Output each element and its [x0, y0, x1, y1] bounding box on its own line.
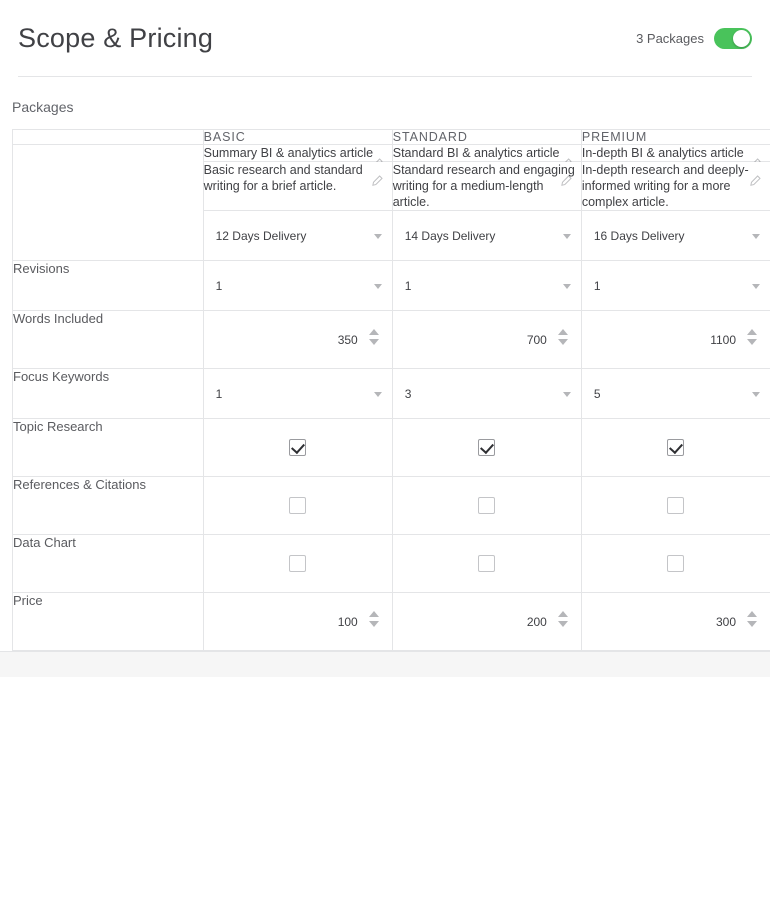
table-row — [13, 311, 770, 369]
package-description-premium[interactable] — [581, 162, 770, 211]
keywords-select-basic-control[interactable] — [204, 369, 392, 418]
price-stepper-basic-field[interactable] — [204, 593, 392, 650]
price-stepper-premium[interactable] — [581, 593, 770, 651]
page-title: Scope & Pricing — [18, 22, 214, 53]
delivery-select-basic-control[interactable] — [204, 211, 392, 260]
table-row — [13, 593, 770, 651]
references-checkbox-basic[interactable] — [289, 497, 306, 514]
pencil-icon[interactable] — [371, 175, 383, 187]
quantity-stepper[interactable] — [369, 611, 380, 627]
delivery-select-standard-value: 14 Days Delivery — [404, 228, 496, 243]
revisions-value-basic: 1 — [215, 278, 223, 293]
package-title-standard-text: Standard BI & analytics article — [392, 146, 560, 160]
keywords-value-basic: 1 — [215, 386, 223, 401]
revisions-select-standard[interactable] — [392, 261, 581, 311]
stepper-down-icon[interactable] — [747, 621, 757, 627]
data-chart-cell-premium[interactable] — [581, 535, 770, 593]
quantity-stepper[interactable] — [747, 329, 758, 345]
revisions-select-basic-control[interactable] — [204, 261, 392, 310]
checkbox-holder — [582, 419, 770, 476]
topic-research-checkbox-standard[interactable] — [478, 439, 495, 456]
checkbox-holder — [204, 477, 392, 534]
quantity-stepper[interactable] — [369, 329, 380, 345]
pencil-icon[interactable] — [560, 175, 572, 187]
checkbox-holder — [393, 419, 581, 476]
chevron-down-icon — [374, 284, 382, 289]
table-row-titles — [13, 145, 770, 162]
table-row — [13, 477, 770, 535]
delivery-select-premium-control[interactable] — [582, 211, 770, 260]
quantity-stepper[interactable] — [558, 329, 569, 345]
references-cell-premium[interactable] — [581, 477, 770, 535]
row-label-references-citations: References & Citations — [13, 477, 203, 535]
keywords-select-premium-control[interactable] — [582, 369, 770, 418]
package-title-premium[interactable] — [581, 145, 770, 162]
words-stepper-premium-field[interactable] — [582, 311, 770, 368]
package-title-premium-text: In-depth BI & analytics article — [581, 146, 744, 160]
data-chart-cell-standard[interactable] — [392, 535, 581, 593]
words-stepper-basic-field[interactable] — [204, 311, 392, 368]
column-header-basic: BASIC — [203, 130, 392, 145]
row-label-focus-keywords: Focus Keywords — [13, 369, 203, 419]
stepper-down-icon[interactable] — [558, 621, 568, 627]
delivery-select-premium[interactable] — [581, 211, 770, 261]
topic-research-cell-premium[interactable] — [581, 419, 770, 477]
table-header-row — [13, 130, 770, 145]
packages-section-label: Packages — [12, 99, 74, 115]
stepper-up-icon[interactable] — [558, 611, 568, 617]
column-header-premium: PREMIUM — [581, 130, 770, 145]
price-stepper-basic[interactable] — [203, 593, 392, 651]
checkbox-holder — [204, 535, 392, 592]
keywords-value-standard: 3 — [404, 386, 412, 401]
delivery-select-standard[interactable] — [392, 211, 581, 261]
table-row — [13, 535, 770, 593]
stepper-down-icon[interactable] — [369, 339, 379, 345]
chevron-down-icon — [752, 392, 760, 397]
stepper-down-icon[interactable] — [369, 621, 379, 627]
package-description-standard[interactable] — [392, 162, 581, 211]
table-row — [13, 419, 770, 477]
words-value-standard: 700 — [526, 332, 547, 347]
stepper-up-icon[interactable] — [369, 329, 379, 335]
revisions-value-premium: 1 — [593, 278, 601, 293]
package-description-basic-text: Basic research and standard writing for a brief article. — [203, 163, 363, 193]
words-value-basic: 350 — [337, 332, 358, 347]
price-stepper-standard-field[interactable] — [393, 593, 581, 650]
packages-count-label: 3 Packages — [636, 30, 704, 46]
row-label-data-chart: Data Chart — [13, 535, 203, 593]
revisions-select-basic[interactable] — [203, 261, 392, 311]
package-description-basic[interactable] — [203, 162, 392, 211]
package-description-premium-text: In-depth research and deeply-informed writing for a more complex article. — [581, 163, 749, 209]
row-label-words-included: Words Included — [13, 311, 203, 369]
chevron-down-icon — [752, 284, 760, 289]
row-label-revisions: Revisions — [13, 261, 203, 311]
package-title-standard[interactable] — [392, 145, 581, 162]
revisions-value-standard: 1 — [404, 278, 412, 293]
data-chart-checkbox-standard[interactable] — [478, 555, 495, 572]
package-title-basic-text: Summary BI & analytics article — [203, 146, 374, 160]
row-label-topic-research: Topic Research — [13, 419, 203, 477]
row-label-price: Price — [13, 593, 203, 651]
delivery-select-basic-value: 12 Days Delivery — [215, 228, 307, 243]
stepper-up-icon[interactable] — [747, 329, 757, 335]
chevron-down-icon — [374, 234, 382, 239]
data-chart-cell-basic[interactable] — [203, 535, 392, 593]
revisions-select-standard-control[interactable] — [393, 261, 581, 310]
package-description-standard-text: Standard research and engaging writing for a medium-length article. — [392, 163, 575, 209]
table-row — [13, 369, 770, 419]
checkbox-holder — [393, 477, 581, 534]
topic-research-cell-standard[interactable] — [392, 419, 581, 477]
references-checkbox-standard[interactable] — [478, 497, 495, 514]
stepper-up-icon[interactable] — [369, 611, 379, 617]
keywords-select-standard[interactable] — [392, 369, 581, 419]
checkbox-holder — [204, 419, 392, 476]
delivery-select-premium-value: 16 Days Delivery — [593, 228, 685, 243]
packages-table — [13, 130, 770, 651]
header-right-controls — [636, 28, 752, 49]
references-cell-basic[interactable] — [203, 477, 392, 535]
page-header — [0, 0, 770, 76]
keywords-select-basic[interactable] — [203, 369, 392, 419]
toggle-knob — [733, 30, 750, 47]
words-stepper-standard-field[interactable] — [393, 311, 581, 368]
revisions-select-premium-control[interactable] — [582, 261, 770, 310]
topic-research-checkbox-basic[interactable] — [289, 439, 306, 456]
references-cell-standard[interactable] — [392, 477, 581, 535]
data-chart-checkbox-premium[interactable] — [667, 555, 684, 572]
words-stepper-basic[interactable] — [203, 311, 392, 369]
references-checkbox-premium[interactable] — [667, 497, 684, 514]
topic-research-checkbox-premium[interactable] — [667, 439, 684, 456]
words-stepper-premium[interactable] — [581, 311, 770, 369]
revisions-select-premium[interactable] — [581, 261, 770, 311]
delivery-select-basic[interactable] — [203, 211, 392, 261]
words-stepper-standard[interactable] — [392, 311, 581, 369]
keywords-select-premium[interactable] — [581, 369, 770, 419]
packages-table-wrap — [12, 129, 770, 651]
stepper-down-icon[interactable] — [747, 339, 757, 345]
keywords-select-standard-control[interactable] — [393, 369, 581, 418]
checkbox-holder — [582, 535, 770, 592]
price-value-standard: 200 — [526, 614, 547, 629]
stepper-up-icon[interactable] — [747, 611, 757, 617]
topic-research-cell-basic[interactable] — [203, 419, 392, 477]
footer-strip — [0, 651, 770, 677]
header-blank-cell — [13, 130, 203, 145]
chevron-down-icon — [563, 234, 571, 239]
delivery-select-standard-control[interactable] — [393, 211, 581, 260]
chevron-down-icon — [752, 234, 760, 239]
stepper-up-icon[interactable] — [558, 329, 568, 335]
packages-toggle[interactable] — [714, 28, 752, 49]
price-value-basic: 100 — [337, 614, 358, 629]
words-value-premium: 1100 — [710, 332, 736, 347]
keywords-value-premium: 5 — [593, 386, 601, 401]
price-stepper-premium-field[interactable] — [582, 593, 770, 650]
price-stepper-standard[interactable] — [392, 593, 581, 651]
package-title-basic[interactable] — [203, 145, 392, 162]
price-value-premium: 300 — [715, 614, 736, 629]
label-spacer-cell — [13, 145, 203, 261]
checkbox-holder — [582, 477, 770, 534]
chevron-down-icon — [563, 284, 571, 289]
chevron-down-icon — [374, 392, 382, 397]
data-chart-checkbox-basic[interactable] — [289, 555, 306, 572]
stepper-down-icon[interactable] — [558, 339, 568, 345]
column-header-standard: STANDARD — [392, 130, 581, 145]
quantity-stepper[interactable] — [747, 611, 758, 627]
chevron-down-icon — [563, 392, 571, 397]
pencil-icon[interactable] — [749, 175, 761, 187]
checkbox-holder — [393, 535, 581, 592]
table-row — [13, 261, 770, 311]
quantity-stepper[interactable] — [558, 611, 569, 627]
